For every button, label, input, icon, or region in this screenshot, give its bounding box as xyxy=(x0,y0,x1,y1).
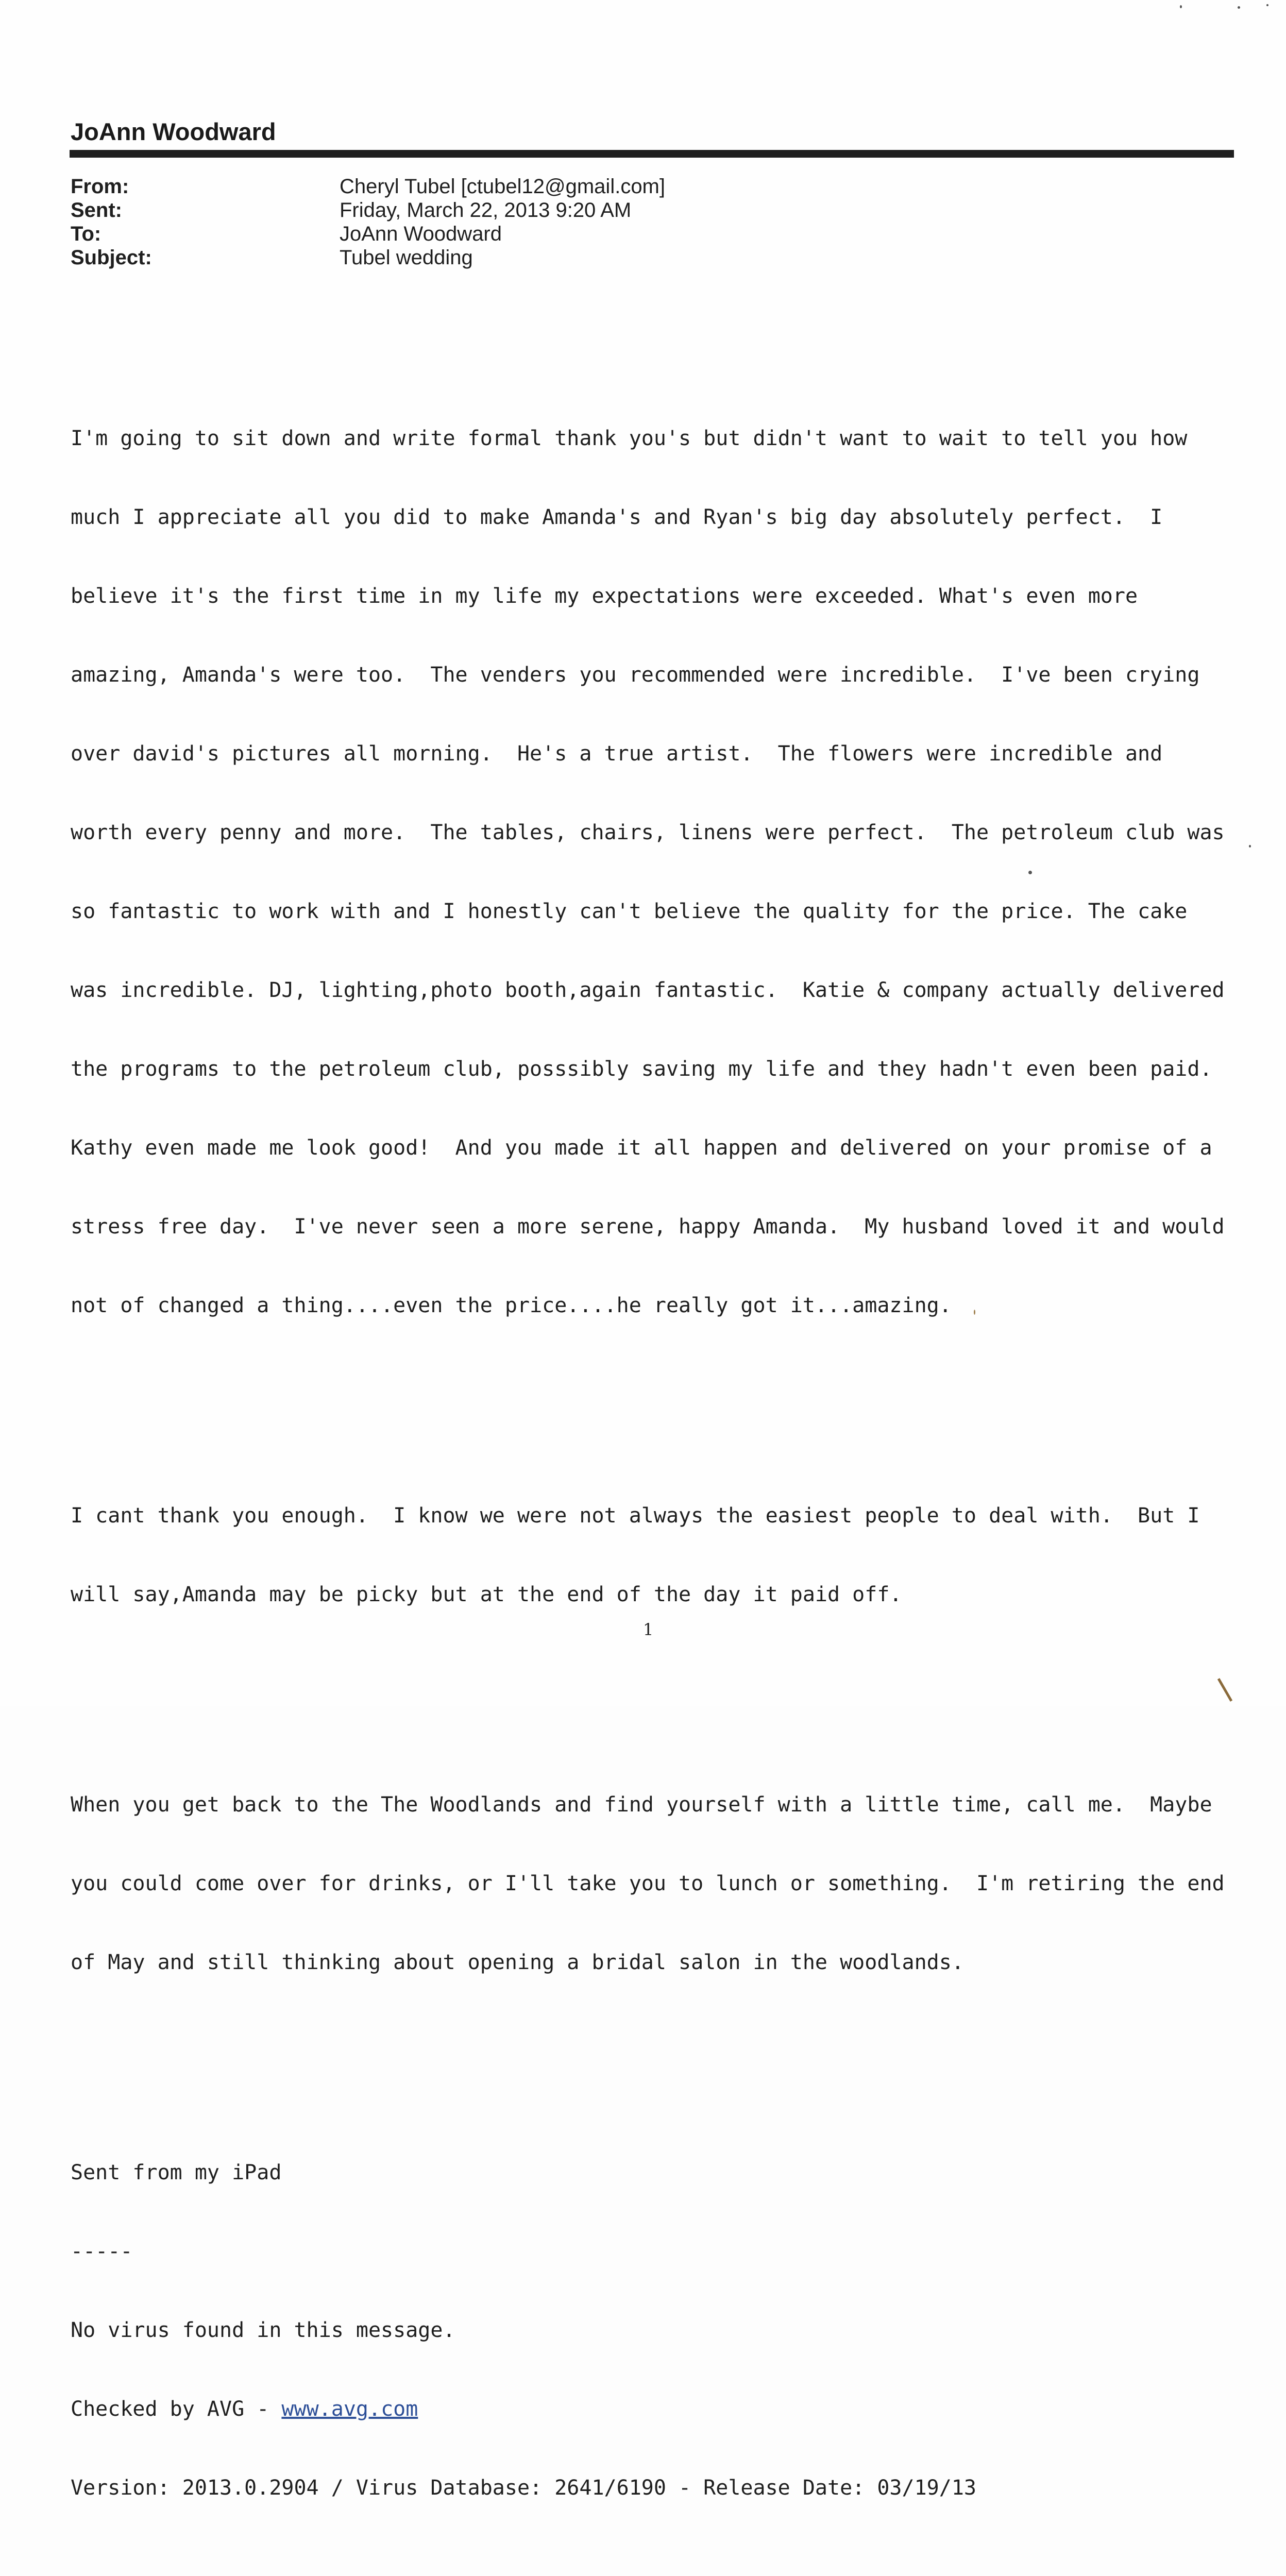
to-label: To: xyxy=(71,223,101,245)
signature-line: Sent from my iPad xyxy=(71,2161,282,2184)
header-rule xyxy=(70,150,1234,158)
scan-speck xyxy=(1249,845,1251,848)
sent-label: Sent: xyxy=(71,199,122,222)
body-line: stress free day. I've never seen a more serene, happy Amanda. My husband loved it and would xyxy=(71,1215,1225,1239)
body-line: of May and still thinking about opening a bridal salon in the woodlands. xyxy=(71,1951,964,1974)
version-line: Version: 2013.0.2904 / Virus Database: 2641/6190 - Release Date: 03/19/13 xyxy=(71,2476,976,2500)
body-line: amazing, Amanda's were too. The venders you recommended were incredible. I've been crying xyxy=(71,663,1200,687)
body-paragraph-2 xyxy=(71,1450,1256,1660)
subject-label: Subject: xyxy=(71,246,152,269)
body-paragraph-1 xyxy=(71,373,1256,1371)
email-body xyxy=(71,320,1256,2576)
body-line: believe it's the first time in my life my expectations were exceeded. What's even more xyxy=(71,584,1138,608)
body-paragraph-3 xyxy=(71,1739,1256,2028)
checked-line xyxy=(71,2396,1256,2422)
body-line: much I appreciate all you did to make Amanda's and Ryan's big day absolutely perfect. I xyxy=(71,505,1163,529)
body-line: over david's pictures all morning. He's a true artist. The flowers were incredible and xyxy=(71,742,1163,766)
separator-line: ----- xyxy=(71,2240,133,2263)
subject-value: Tubel wedding xyxy=(340,246,473,269)
virus-line: No virus found in this message. xyxy=(71,2318,455,2342)
scan-speck xyxy=(1266,4,1268,6)
body-line: When you get back to the The Woodlands and find yourself with a little time, call me. Maybe xyxy=(71,1793,1212,1817)
to-value: JoAnn Woodward xyxy=(340,223,502,245)
scan-speck xyxy=(1238,6,1240,9)
body-line: not of changed a thing....even the price....he really got it...amazing. xyxy=(71,1294,952,1317)
from-label: From: xyxy=(71,175,129,198)
body-line: the programs to the petroleum club, posssibly saving my life and they hadn't even been paid. xyxy=(71,1057,1212,1081)
body-line: I cant thank you enough. I know we were not always the easiest people to deal with. But I xyxy=(71,1504,1200,1528)
body-line: so fantastic to work with and I honestly can't believe the quality for the price. The cake xyxy=(71,900,1188,923)
scan-speck xyxy=(1180,5,1182,8)
scan-speck xyxy=(1028,871,1032,874)
scan-speck xyxy=(974,1310,975,1315)
body-line: Kathy even made me look good! And you made it all happen and delivered on your promise of a xyxy=(71,1136,1212,1160)
avg-link[interactable]: www.avg.com xyxy=(281,2397,418,2421)
signature-block xyxy=(71,2107,1256,2554)
body-line: you could come over for drinks, or I'll take you to lunch or something. I'm retiring the end xyxy=(71,1872,1225,1895)
mailbox-owner-name: JoAnn Woodward xyxy=(71,118,276,145)
body-line: was incredible. DJ, lighting,photo booth,again fantastic. Katie & company actually delivered xyxy=(71,978,1225,1002)
body-line: will say,Amanda may be picky but at the end of the day it paid off. xyxy=(71,1583,902,1606)
sent-value: Friday, March 22, 2013 9:20 AM xyxy=(340,199,632,222)
body-line: worth every penny and more. The tables, chairs, linens were perfect. The petroleum club was xyxy=(71,821,1225,844)
body-line: I'm going to sit down and write formal thank you's but didn't want to wait to tell you how xyxy=(71,427,1188,450)
page-number: 1 xyxy=(643,1620,654,1639)
from-value: Cheryl Tubel [ctubel12@gmail.com] xyxy=(340,175,665,198)
checked-prefix: Checked by AVG - xyxy=(71,2397,282,2421)
